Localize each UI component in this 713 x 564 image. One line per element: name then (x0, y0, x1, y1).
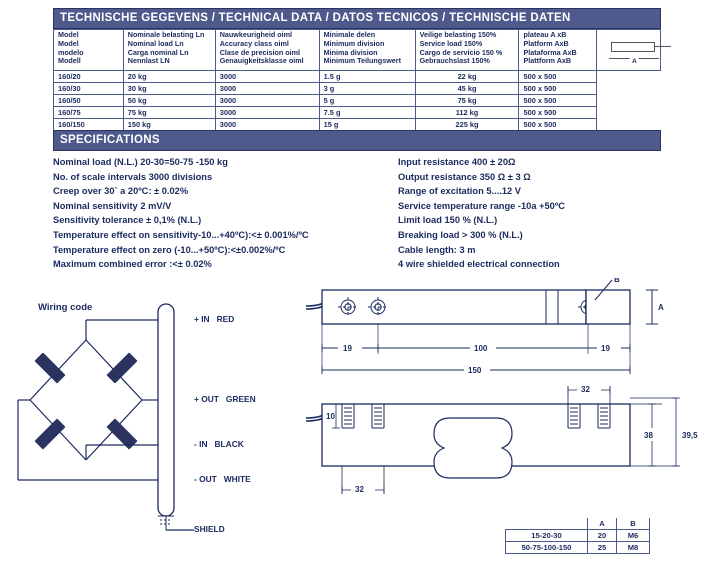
cell-service: 225 kg (415, 119, 519, 131)
technical-data-title: TECHNISCHE GEGEVENS / TECHNICAL DATA / DATOS TECNICOS / TECHNISCHE DATEN (53, 8, 661, 29)
table-row (506, 530, 650, 542)
wiring-diagram-svg (8, 280, 298, 555)
cell-mindiv: 5 g (319, 95, 415, 107)
header-accuracy-class: Nauwkeurigheid oiml Accuracy class oiml Clase de precision oiml Genauigkeitsklasse oiml (215, 30, 319, 71)
spec-line: Input resistance 400 ± 20Ω (398, 157, 516, 167)
label-b-top: B (614, 278, 620, 284)
cell-nominal: 20 kg (123, 71, 215, 83)
cell-platform: 500 x 500 (519, 107, 597, 119)
dimension-header-blank (506, 518, 588, 530)
cell-nominal: 150 kg (123, 119, 215, 131)
cell-platform: 500 x 500 (519, 71, 597, 83)
side-view (306, 382, 698, 495)
header-service-load: Veilige belasting 150% Service load 150% Cargo de servicio 150 % Gebrauchslast 150% (415, 30, 519, 71)
spec-line: Limit load 150 % (N.L.) (398, 215, 498, 226)
cell-nominal: 30 kg (123, 83, 215, 95)
table-header-row (54, 30, 661, 71)
top-view (306, 278, 664, 376)
dim-19-right: 19 (601, 344, 610, 353)
cell-model: 160/75 (54, 107, 124, 119)
dimension-row-b: M6 (617, 530, 650, 542)
cell-platform: 500 x 500 (519, 83, 597, 95)
wire-label-plus-in: + IN RED (194, 314, 235, 324)
cell-model: 160/50 (54, 95, 124, 107)
cell-service: 45 kg (415, 83, 519, 95)
cell-accuracy: 3000 (215, 71, 319, 83)
table-row (54, 83, 661, 95)
cell-service: 75 kg (415, 95, 519, 107)
dimension-header-b: B (617, 518, 650, 530)
technical-data-head (54, 30, 661, 71)
dimension-row-label: 50-75-100-150 (506, 542, 588, 554)
technical-data-section (53, 8, 661, 131)
cell-model: 160/30 (54, 83, 124, 95)
spec-line: Maximum combined error :<± 0.02% (53, 259, 212, 270)
mini-cell-body (611, 42, 655, 52)
table-row (54, 71, 661, 83)
spec-line: Nominal sensitivity 2 mV/V (53, 200, 172, 211)
wire-label-plus-out: + OUT GREEN (194, 394, 256, 404)
header-platform: plateau A xB Platform AxB Plataforma AxB Plattform AxB (519, 30, 597, 71)
dim-150: 150 (468, 366, 482, 375)
cell-nominal: 50 kg (123, 95, 215, 107)
dimension-table (505, 518, 650, 554)
dim-32-bottom: 32 (355, 485, 364, 494)
technical-data-table (53, 29, 661, 131)
spec-line: Temperature effect on zero (-10...+50ºC):<±0.002%/ºC (53, 244, 286, 255)
dim-100: 100 (474, 344, 488, 353)
specifications-right-column (398, 155, 673, 272)
specifications-left-column (53, 155, 398, 272)
header-model: Model Model modelo Modell (54, 30, 124, 71)
cable-body (158, 304, 174, 530)
table-row (54, 119, 661, 131)
dimension-row-a: 20 (588, 530, 617, 542)
table-row (506, 542, 650, 554)
bridge-connection-lines (18, 320, 158, 480)
mini-dimension-a: A (609, 58, 659, 66)
wiring-diagram (8, 280, 298, 555)
cell-platform: 500 x 500 (519, 95, 597, 107)
wiring-diagram-title: Wiring code (38, 302, 93, 313)
spec-line: Breaking load > 300 % (N.L.) (398, 229, 523, 240)
cell-mindiv: 3 g (319, 83, 415, 95)
table-row (54, 107, 661, 119)
dim-39-5: 39,5 (682, 431, 698, 440)
spec-line: Sensitivity tolerance ± 0,1% (N.L.) (53, 215, 202, 226)
spec-line: Range of excitation 5....12 V (398, 186, 521, 197)
cell-nominal: 75 kg (123, 107, 215, 119)
cell-accuracy: 3000 (215, 83, 319, 95)
wire-label-minus-out: - OUT WHITE (194, 474, 251, 484)
dim-38: 38 (644, 431, 653, 440)
wire-label-minus-in: - IN BLACK (194, 439, 244, 449)
specifications-columns (53, 155, 673, 272)
spec-line: Cable length: 3 m (398, 244, 476, 255)
spec-line: Service temperature range -10a +50ºC (398, 200, 565, 211)
dim-10: 10 (326, 412, 335, 421)
mini-cell-cable (655, 46, 671, 47)
dimension-row-a: 25 (588, 542, 617, 554)
header-minimum-division: Minimale delen Minimum division Minima division Minimum Teilungswert (319, 30, 415, 71)
cell-service: 112 kg (415, 107, 519, 119)
header-nominal-load: Nominale belasting Ln Nominal load Ln Carga nominal Ln Nennlast LN (123, 30, 215, 71)
specifications-section (53, 130, 661, 151)
spec-line: Nominal load (N.L.) 20-30=50-75 -150 kg (53, 157, 228, 167)
dimension-row-b: M8 (617, 542, 650, 554)
cell-accuracy: 3000 (215, 119, 319, 131)
label-a-top: A (658, 303, 664, 312)
spec-line: Temperature effect on sensitivity-10...+40ºC):<± 0.001%/ºC (53, 229, 309, 240)
technical-data-body (54, 71, 661, 131)
wire-label-shield: SHIELD (194, 524, 225, 534)
cell-model: 160/150 (54, 119, 124, 131)
spec-line: 4 wire shielded electrical connection (398, 259, 560, 270)
cell-mindiv: 7.5 g (319, 107, 415, 119)
cell-accuracy: 3000 (215, 107, 319, 119)
spec-line: No. of scale intervals 3000 divisions (53, 171, 213, 182)
strain-gauge-elements (34, 352, 137, 449)
header-drawing-cell (597, 30, 661, 71)
cell-mindiv: 1.5 g (319, 71, 415, 83)
specifications-title: SPECIFICATIONS (53, 130, 661, 151)
cell-accuracy: 3000 (215, 95, 319, 107)
cell-service: 22 kg (415, 71, 519, 83)
dimension-table-header-row (506, 518, 650, 530)
cell-platform: 500 x 500 (519, 119, 597, 131)
dim-19-left: 19 (343, 344, 352, 353)
dim-32-top: 32 (581, 385, 590, 394)
table-row (54, 95, 661, 107)
dimension-header-a: A (588, 518, 617, 530)
cell-mindiv: 15 g (319, 119, 415, 131)
cell-model: 160/20 (54, 71, 124, 83)
mini-load-cell-drawing (597, 30, 660, 70)
spec-line: Output resistance 350 Ω ± 3 Ω (398, 171, 531, 182)
dimension-row-label: 15-20-30 (506, 530, 588, 542)
spec-line: Creep over 30` a 20ºC: ± 0.02% (53, 186, 189, 197)
